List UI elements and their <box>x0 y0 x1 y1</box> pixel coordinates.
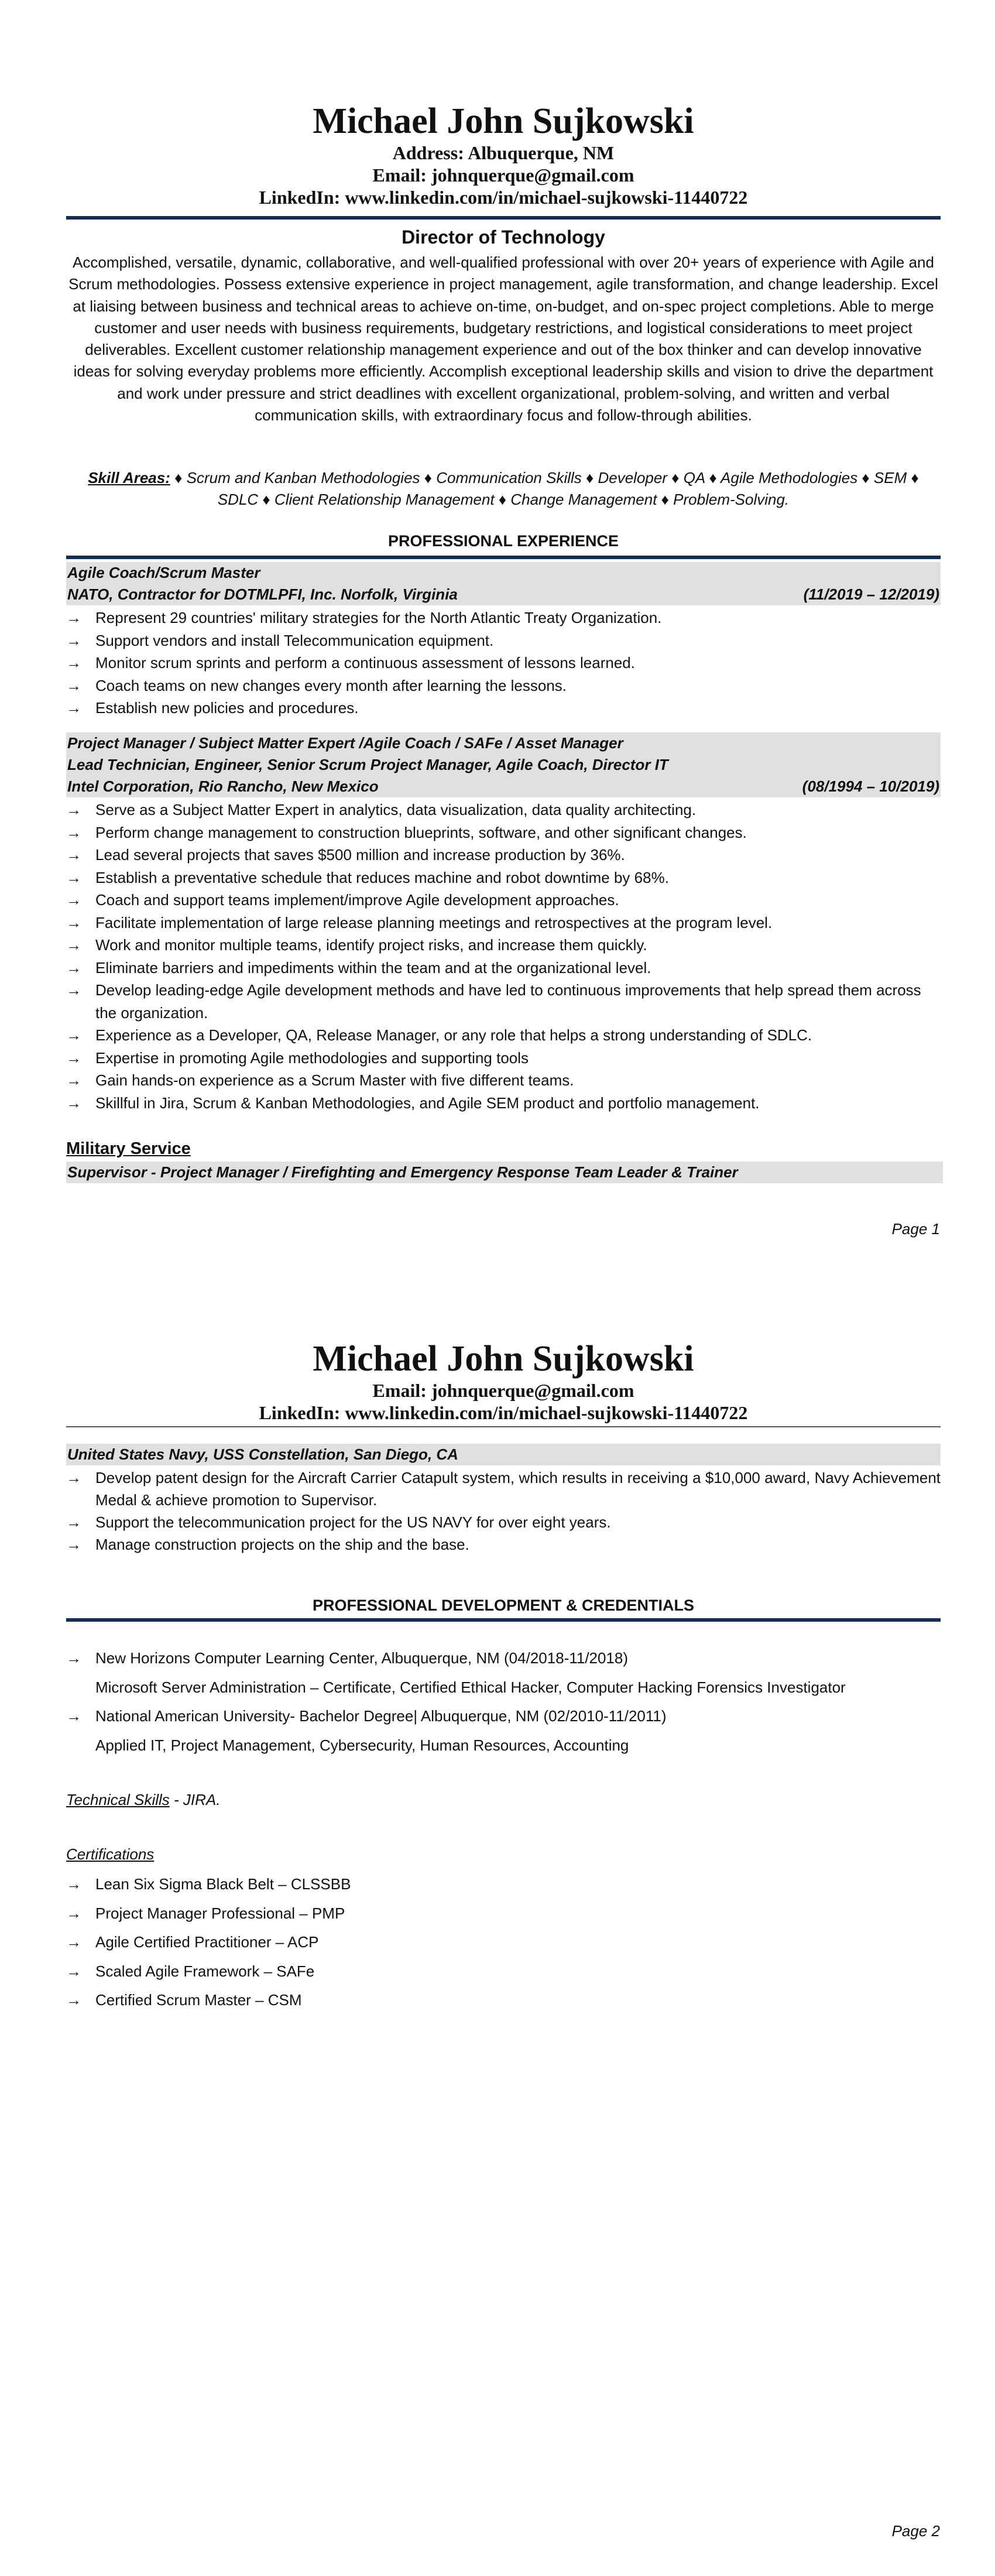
arrow-icon: → <box>66 1707 81 1725</box>
list-item: → Skillful in Jira, Scrum & Kanban Methodologies, and Agile SEM product and portfolio management. <box>66 1092 941 1115</box>
job-company: NATO, Contractor for DOTMLPFI, Inc. Norfolk, Virginia <box>67 585 458 603</box>
list-item: → Eliminate barriers and impediments within the team and at the organizational level. <box>66 957 941 979</box>
arrow-icon: → <box>66 1536 81 1553</box>
linkedin: LinkedIn: www.linkedin.com/in/michael-sujkowski-11440722 <box>259 187 748 208</box>
job-bullets <box>66 799 941 1114</box>
arrow-icon: → <box>66 1875 81 1893</box>
summary: Accomplished, versatile, dynamic, collaborative, and well-qualified professional with over 20+ years of experience with Agile and Scrum methodologies. Possess extensive experience in project management, agile transformation, and change leadership. Excel at liaising between business and technical areas to achieve on-time, on-budget, and on-spec project completions. Able to merge customer and user needs with business requirements, budgetary restrictions, and logistical considerations to meet project deliverables. Excellent customer relationship management experience and out of the box thinker and can develop innovative ideas for solving everyday problems more efficiently. Accomplish exceptional leadership skills and vision to drive the department and work under pressure and strict deadlines with excellent organizational, problem-solving, and written and verbal communication skills, with extraordinary focus and follow-through abilities. <box>68 254 938 424</box>
list-item: → Project Manager Professional – PMP <box>66 1899 941 1928</box>
arrow-icon: → <box>66 609 81 626</box>
header-divider <box>66 1426 941 1427</box>
arrow-icon: → <box>66 891 81 909</box>
job-company: Intel Corporation, Rio Rancho, New Mexico <box>67 777 379 795</box>
list-item: → Certified Scrum Master – CSM <box>66 1986 941 2015</box>
candidate-name: Michael John Sujkowski <box>313 101 694 141</box>
arrow-icon: → <box>66 1094 81 1112</box>
job-dates: (08/1994 – 10/2019) <box>802 777 939 795</box>
experience-heading: PROFESSIONAL EXPERIENCE <box>387 532 619 550</box>
page-number: Page 2 <box>891 2522 940 2540</box>
list-item: → Expertise in promoting Agile methodologies and supporting tools <box>66 1047 941 1070</box>
arrow-icon: → <box>66 1933 81 1951</box>
page-number: Page 1 <box>891 1220 940 1238</box>
list-item: → Gain hands-on experience as a Scrum Master with five different teams. <box>66 1069 941 1092</box>
certifications-items <box>66 1870 941 2015</box>
page1-header <box>66 101 941 208</box>
education-items <box>66 1644 941 1760</box>
arrow-icon: → <box>66 1904 81 1922</box>
list-item: → Serve as a Subject Matter Expert in analytics, data visualization, data quality architecting. <box>66 799 941 821</box>
candidate-name: Michael John Sujkowski <box>313 1339 694 1379</box>
job-title: Agile Coach/Scrum Master <box>67 564 260 581</box>
email: Email: johnquerque@gmail.com <box>372 1380 634 1401</box>
experience-divider <box>66 556 941 559</box>
list-item: → Support vendors and install Telecommunication equipment. <box>66 629 941 652</box>
job-title: Project Manager / Subject Matter Expert /Agile Coach / SAFe / Asset Manager <box>67 734 623 752</box>
list-item: → Lead several projects that saves $500 million and increase production by 36%. <box>66 844 941 866</box>
arrow-icon: → <box>66 1991 81 2009</box>
job-header <box>66 562 941 605</box>
education-list <box>66 1644 941 1760</box>
role-title: Director of Technology <box>402 227 605 248</box>
technical-skills-value: - JIRA. <box>169 1791 221 1808</box>
navy-section <box>66 1444 941 1556</box>
arrow-icon: → <box>66 868 81 886</box>
page2-header <box>66 1338 941 1424</box>
arrow-icon: → <box>66 801 81 818</box>
technical-skills-label: Technical Skills <box>66 1791 170 1808</box>
list-item: → Manage construction projects on the ship and the base. <box>66 1533 941 1556</box>
list-item: → National American University- Bachelor Degree| Albuquerque, NM (02/2010-11/2011) <box>66 1702 941 1731</box>
job-bullets <box>66 607 941 720</box>
arrow-icon: → <box>66 631 81 649</box>
certifications-label: Certifications <box>66 1845 155 1863</box>
arrow-icon: → <box>66 913 81 931</box>
list-item: → Develop leading-edge Agile development methods and have led to continuous improvements that help spread them across the organization. <box>66 979 941 1024</box>
list-item: → Agile Certified Practitioner – ACP <box>66 1928 941 1957</box>
list-item: → Represent 29 countries' military strategies for the North Atlantic Treaty Organization. <box>66 607 941 629</box>
list-item: → Perform change management to construction blueprints, software, and other significant changes. <box>66 821 941 844</box>
arrow-icon: → <box>66 823 81 841</box>
list-item: → Establish a preventative schedule that reduces machine and robot downtime by 68%. <box>66 866 941 889</box>
skill-areas <box>73 467 934 511</box>
job-nato <box>66 562 941 720</box>
arrow-icon: → <box>66 1026 81 1044</box>
skill-areas-list: ♦ Scrum and Kanban Methodologies ♦ Communication Skills ♦ Developer ♦ QA ♦ Agile Methodologies ♦ SEM ♦ SDLC ♦ Client Relationship Management ♦ Change Management ♦ Problem-Solving. <box>170 469 919 508</box>
military-heading: Military Service <box>66 1139 191 1158</box>
list-item: → Facilitate implementation of large release planning meetings and retrospectives at the program level. <box>66 912 941 934</box>
arrow-icon: → <box>66 1649 81 1667</box>
skill-areas-label: Skill Areas: <box>88 469 170 487</box>
arrow-icon: → <box>66 1049 81 1067</box>
navy-bullets <box>66 1467 941 1556</box>
header-divider <box>66 216 941 220</box>
list-item-detail: Applied IT, Project Management, Cybersecurity, Human Resources, Accounting <box>95 1736 629 1754</box>
arrow-icon: → <box>66 1071 81 1089</box>
arrow-icon: → <box>66 1469 81 1486</box>
arrow-icon: → <box>66 936 81 954</box>
linkedin: LinkedIn: www.linkedin.com/in/michael-sujkowski-11440722 <box>259 1402 748 1423</box>
arrow-icon: → <box>66 981 81 999</box>
list-item: → New Horizons Computer Learning Center, Albuquerque, NM (04/2018-11/2018) <box>66 1644 941 1673</box>
list-item: → Scaled Agile Framework – SAFe <box>66 1957 941 1986</box>
list-item: → Experience as a Developer, QA, Release Manager, or any role that helps a strong understanding of SDLC. <box>66 1024 941 1047</box>
list-item: → Support the telecommunication project for the US NAVY for over eight years. <box>66 1511 941 1533</box>
arrow-icon: → <box>66 1513 81 1531</box>
list-item: → Coach teams on new changes every month after learning the lessons. <box>66 674 941 697</box>
list-item: → Monitor scrum sprints and perform a continuous assessment of lessons learned. <box>66 652 941 674</box>
dev-heading: PROFESSIONAL DEVELOPMENT & CREDENTIALS <box>312 1597 695 1614</box>
dev-divider <box>66 1618 941 1622</box>
job-title-secondary: Lead Technician, Engineer, Senior Scrum Project Manager, Agile Coach, Director IT <box>67 756 668 773</box>
arrow-icon: → <box>66 699 81 717</box>
list-item: → Work and monitor multiple teams, identify project risks, and increase them quickly. <box>66 934 941 957</box>
list-item: → Establish new policies and procedures. <box>66 697 941 720</box>
job-dates: (11/2019 – 12/2019) <box>803 585 939 603</box>
job-intel <box>66 732 941 1114</box>
list-item-detail: Microsoft Server Administration – Certificate, Certified Ethical Hacker, Computer Hacking Forensics Investigator <box>95 1678 846 1696</box>
arrow-icon: → <box>66 846 81 864</box>
job-header <box>66 732 941 797</box>
arrow-icon: → <box>66 654 81 672</box>
military-role: Supervisor - Project Manager / Firefighting and Emergency Response Team Leader & Trainer <box>66 1162 943 1183</box>
list-item: → Coach and support teams implement/improve Agile development approaches. <box>66 889 941 912</box>
navy-org: United States Navy, USS Constellation, San Diego, CA <box>66 1444 941 1465</box>
certifications-list <box>66 1870 941 2015</box>
email: Email: johnquerque@gmail.com <box>372 165 634 186</box>
technical-skills <box>66 1789 941 1811</box>
arrow-icon: → <box>66 676 81 694</box>
list-item: → Develop patent design for the Aircraft Carrier Catapult system, which results in receiving a $10,000 award, Navy Achievement Medal & achieve promotion to Supervisor. <box>66 1467 941 1511</box>
address: Address: Albuquerque, NM <box>392 142 615 163</box>
arrow-icon: → <box>66 1962 81 1980</box>
list-item: → Lean Six Sigma Black Belt – CLSSBB <box>66 1870 941 1899</box>
arrow-icon: → <box>66 958 81 977</box>
